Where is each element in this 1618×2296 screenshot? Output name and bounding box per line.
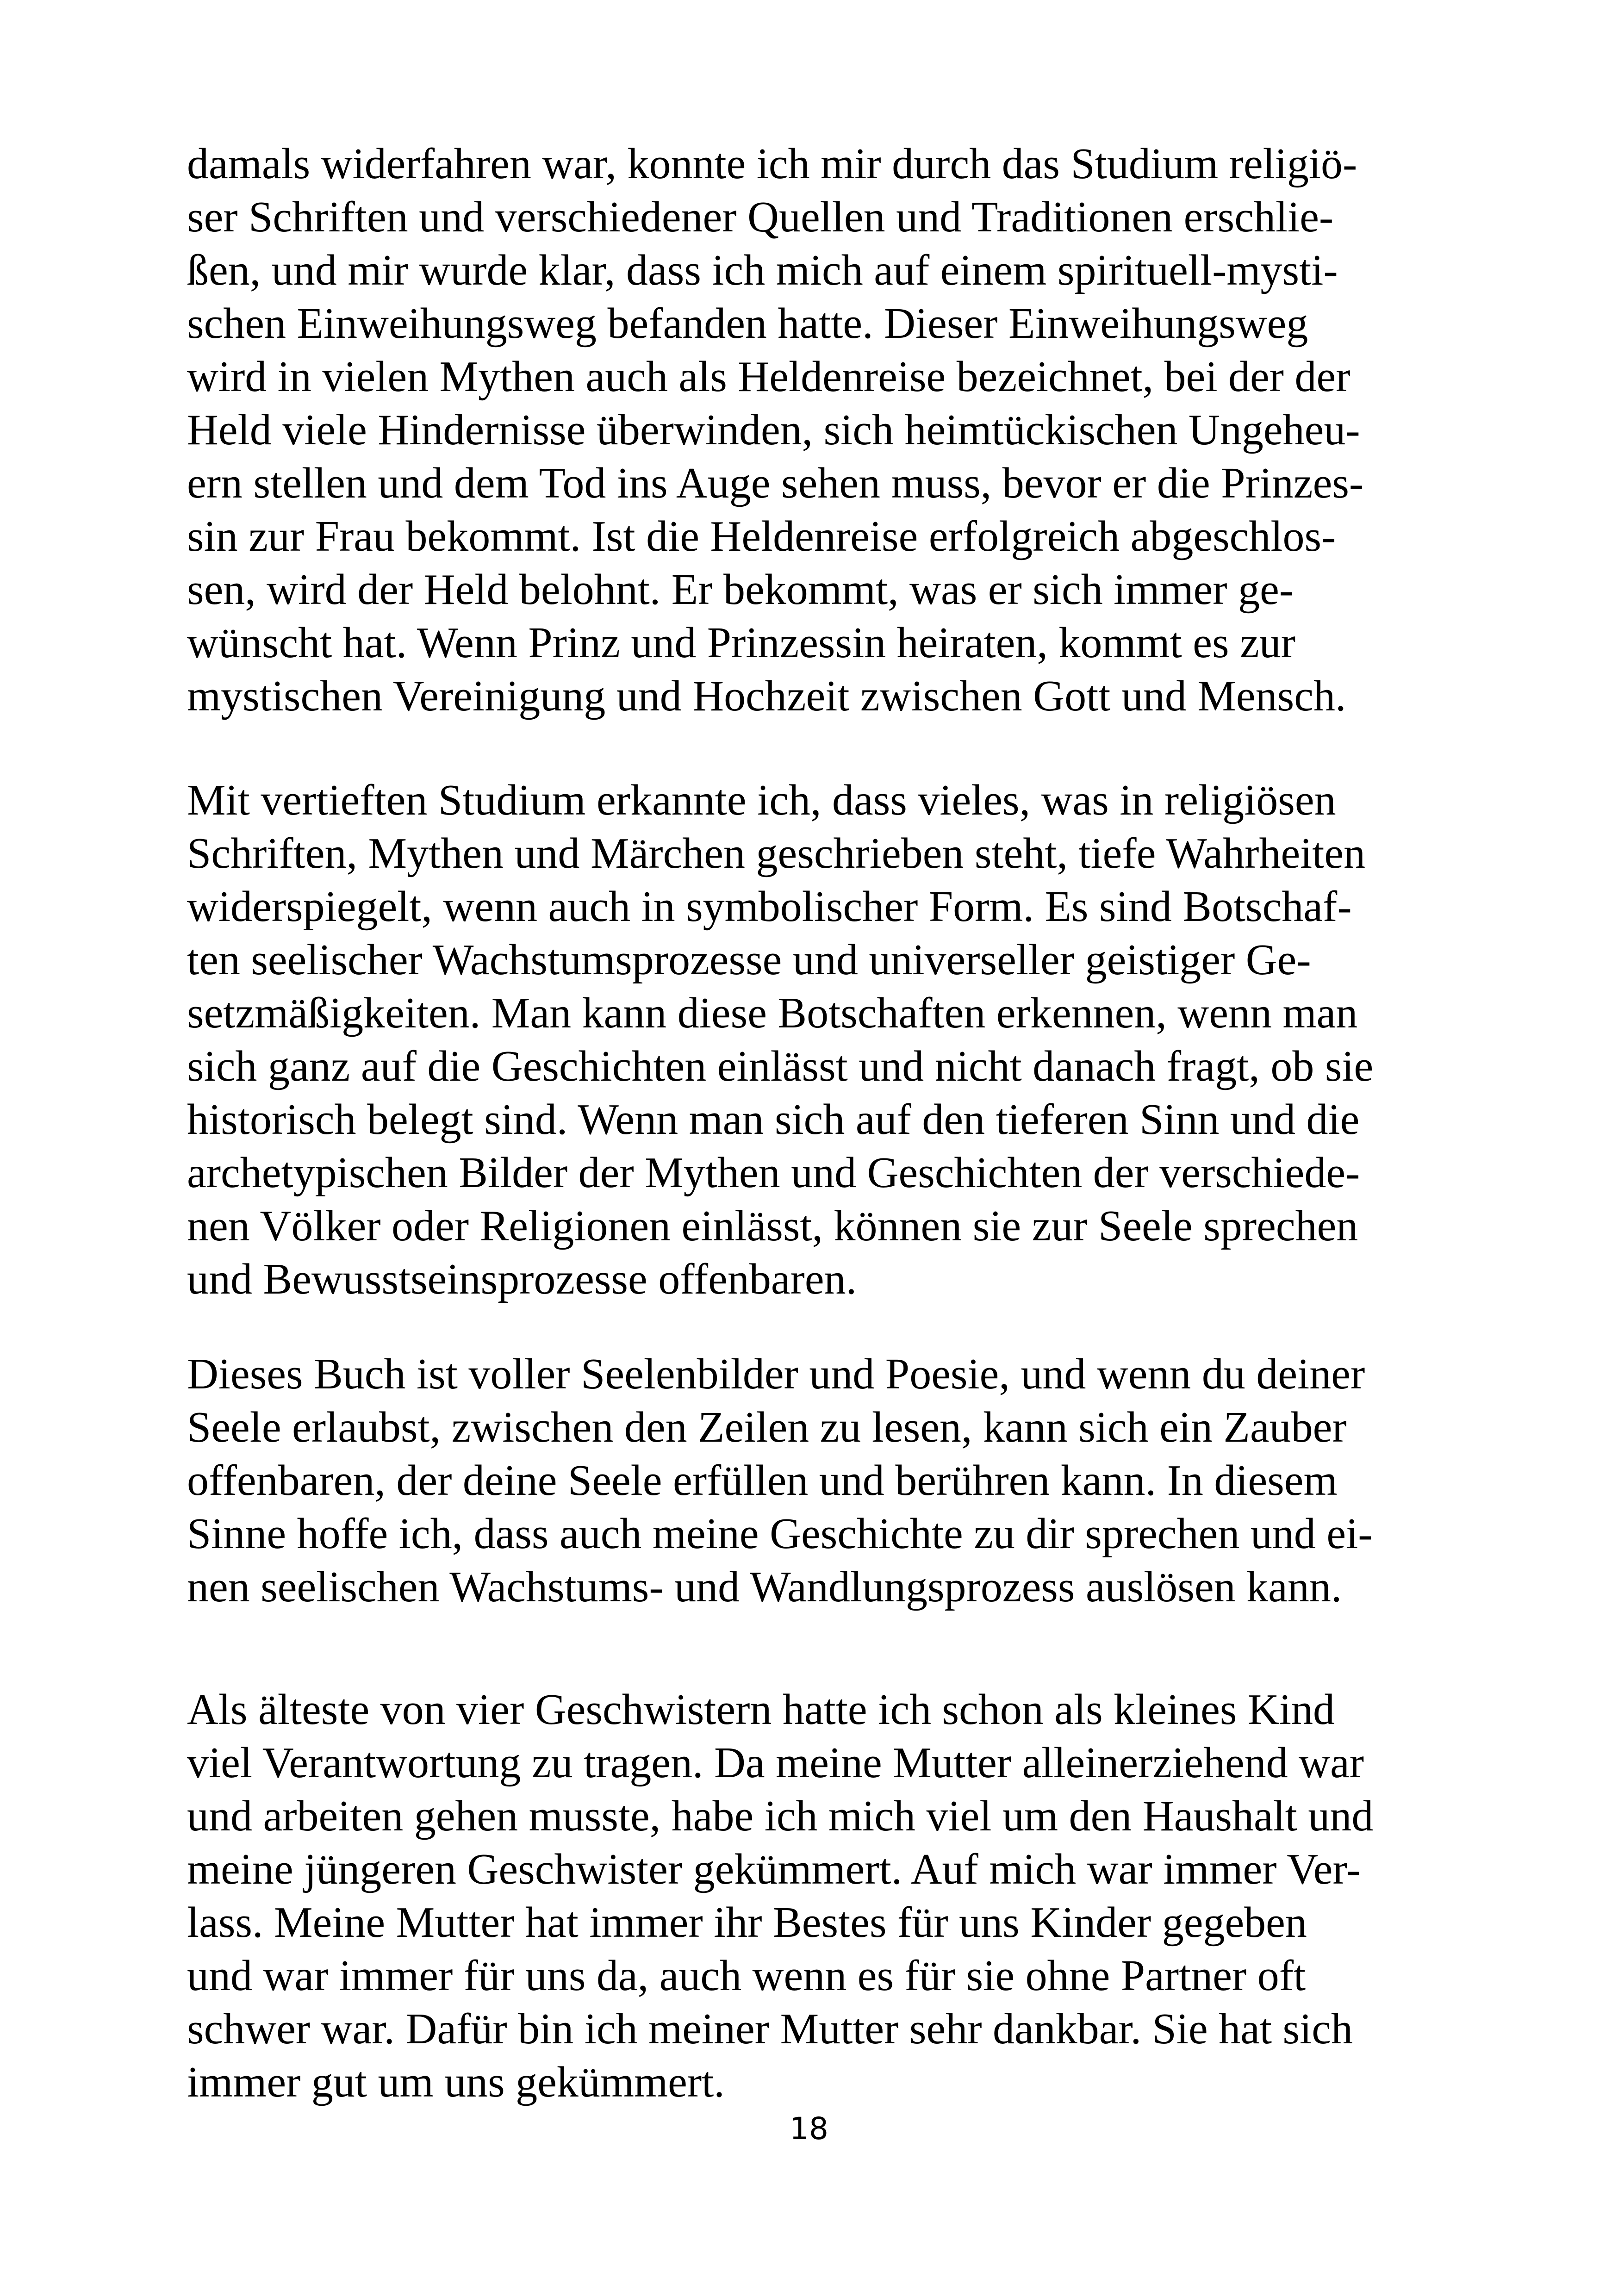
text-line: Mit vertieften Studium erkannte ich, dass vieles, was in religiösen [187, 776, 1336, 824]
paragraph [187, 774, 1483, 1306]
text-line: und war immer für uns da, auch wenn es für sie ohne Partner oft [187, 1952, 1306, 2000]
text-line: setzmäßigkeiten. Man kann diese Botschaften erkennen, wenn man [187, 989, 1358, 1037]
text-line: ern stellen und dem Tod ins Auge sehen muss, bevor er die Prinzes- [187, 459, 1364, 507]
text-line: damals widerfahren war, konnte ich mir durch das Studium religiö- [187, 140, 1357, 188]
text-line: sen, wird der Held belohnt. Er bekommt, was er sich immer ge- [187, 566, 1294, 614]
text-line: sin zur Frau bekommt. Ist die Heldenreise erfolgreich abgeschlos- [187, 512, 1336, 560]
text-line: immer gut um uns gekümmert. [187, 2058, 725, 2106]
page-number: 18 [790, 2111, 828, 2147]
text-line: nen seelischen Wachstums- und Wandlungsprozess auslösen kann. [187, 1563, 1342, 1611]
text-line: schen Einweihungsweg befanden hatte. Dieser Einweihungsweg [187, 299, 1308, 348]
text-line: nen Völker oder Religionen einlässt, können sie zur Seele sprechen [187, 1202, 1358, 1250]
text-line: Dieses Buch ist voller Seelenbilder und Poesie, und wenn du deiner [187, 1350, 1365, 1398]
text-line: wünscht hat. Wenn Prinz und Prinzessin heiraten, kommt es zur [187, 619, 1296, 667]
text-line: archetypischen Bilder der Mythen und Geschichten der verschiede- [187, 1149, 1360, 1197]
text-line: offenbaren, der deine Seele erfüllen und berühren kann. In diesem [187, 1456, 1338, 1505]
text-line: widerspiegelt, wenn auch in symbolischer Form. Es sind Botschaf- [187, 883, 1352, 931]
text-line: wird in vielen Mythen auch als Heldenreise bezeichnet, bei der der [187, 353, 1350, 401]
text-line: Seele erlaubst, zwischen den Zeilen zu lesen, kann sich ein Zauber [187, 1403, 1347, 1451]
text-line: ser Schriften und verschiedener Quellen und Traditionen erschlie- [187, 193, 1334, 241]
text-line: meine jüngeren Geschwister gekümmert. Auf mich war immer Ver- [187, 1845, 1361, 1893]
text-line: sich ganz auf die Geschichten einlässt und nicht danach fragt, ob sie [187, 1042, 1374, 1090]
paragraph [187, 1348, 1483, 1614]
paragraph [187, 137, 1483, 723]
text-line: und arbeiten gehen musste, habe ich mich viel um den Haushalt und [187, 1792, 1374, 1840]
text-line: Sinne hoffe ich, dass auch meine Geschichte zu dir sprechen und ei- [187, 1510, 1373, 1558]
text-line: Als älteste von vier Geschwistern hatte ich schon als kleines Kind [187, 1686, 1335, 1734]
text-line: historisch belegt sind. Wenn man sich auf den tieferen Sinn und die [187, 1095, 1360, 1144]
text-line: Schriften, Mythen und Märchen geschrieben steht, tiefe Wahrheiten [187, 829, 1366, 877]
text-line: Held viele Hindernisse überwinden, sich heimtückischen Ungeheu- [187, 406, 1360, 454]
text-line: viel Verantwortung zu tragen. Da meine Mutter alleinerziehend war [187, 1739, 1364, 1787]
text-line: schwer war. Dafür bin ich meiner Mutter sehr dankbar. Sie hat sich [187, 2005, 1353, 2053]
text-line: mystischen Vereinigung und Hochzeit zwischen Gott und Mensch. [187, 672, 1346, 720]
text-line: und Bewusstseinsprozesse offenbaren. [187, 1255, 857, 1303]
text-line: ßen, und mir wurde klar, dass ich mich auf einem spirituell-mysti- [187, 246, 1338, 294]
text-line: lass. Meine Mutter hat immer ihr Bestes für uns Kinder gegeben [187, 1898, 1307, 1947]
paragraph [187, 1683, 1483, 2109]
text-line: ten seelischer Wachstumsprozesse und universeller geistiger Ge- [187, 936, 1311, 984]
